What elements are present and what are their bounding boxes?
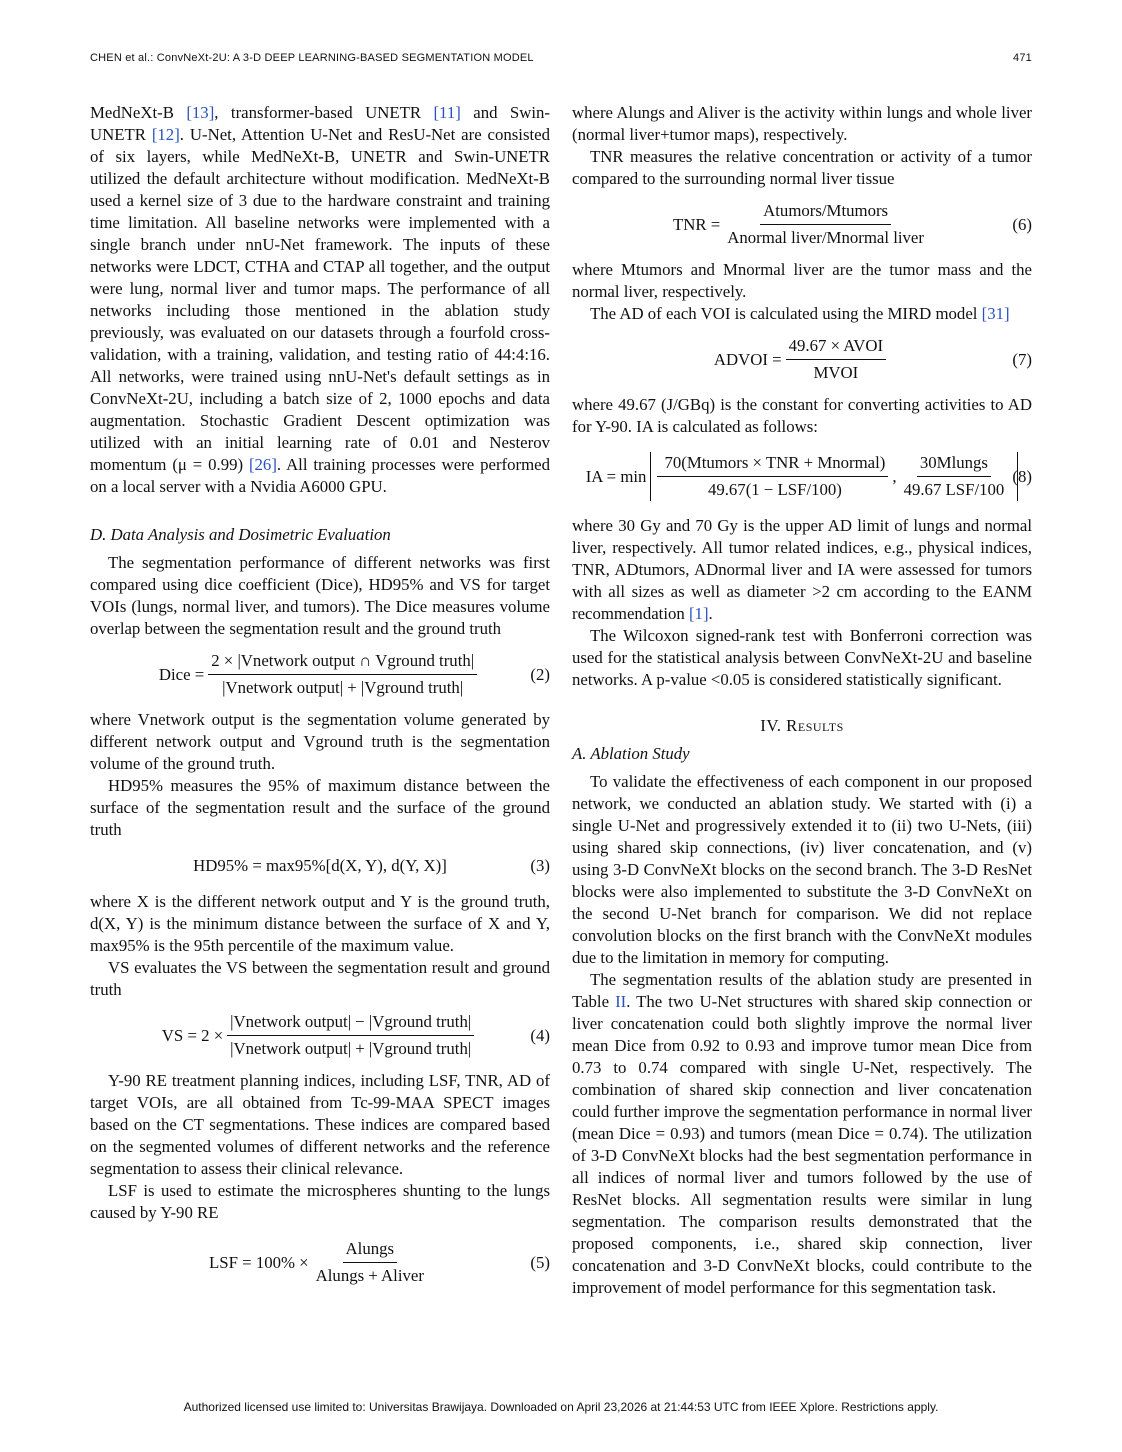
citation-1[interactable]: [1] (688, 604, 709, 623)
equation-3: HD95% = max95%[d(X, Y), d(Y, X)] (3) (193, 856, 550, 875)
equation-8: IA = min $\frac{\text{70(Mtumors × TNR + Mnormal)}}{\text{49.67(1 − LSF/100)}}$ , $\frac{\text{30Mlungs}}{\text{49.67 LSF/100}}$ (8) (585, 453, 1032, 499)
license-footer: Authorized licensed use limited to: Universitas Brawijaya. Downloaded on April 23,2026 at 21:44:53 UTC from IEEE Xplore. Restrictions apply. (183, 1400, 939, 1414)
equation-number: (4) (530, 1025, 550, 1045)
page-number: 471 (1013, 52, 1032, 64)
section-heading-d: D. Data Analysis and Dosimetric Evaluation (90, 525, 391, 544)
paragraph-hd95: HD95% measures the 95% of maximum distance between the surface of the segmentation result and the surface of the ground truth (90, 776, 550, 839)
paragraph-ablation: To validate the effectiveness of each component in our proposed network, we conducted an ablation study. We started with (i) a single U-Net and progressively extended it to (ii) two U-Nets, (iii) using shared skip connections, (iv) liver concatenation, and (v) using 3-D ConvNeXt blocks on the second branch. The 3-D ResNet blocks were also implemented to substitute the 3-D ConvNeXt on the second U-Net branch for comparison. We did not replace convolution blocks on the first branch with the ConvNeXt modules due to the limitation in memory for computing. (572, 772, 1032, 967)
equation-number: (7) (1012, 349, 1032, 369)
equation-7: ADVOI = $\frac{\text{49.67 × AVOI}}{\text{MVOI}}$ (7) (713, 336, 1032, 382)
paragraph-statistics: The Wilcoxon signed-rank test with Bonferroni correction was used for the statistical analysis between ConvNeXt-2U and baseline networks. A p-value <0.05 is considered statistically significant. (572, 626, 1032, 689)
citation-12[interactable]: [12] (151, 125, 180, 144)
equation-number: (5) (530, 1252, 550, 1272)
paragraph-ad: The AD of each VOI is calculated using the MIRD model [31] (590, 304, 1010, 323)
paragraph-baselines: MedNeXt-B [13], transformer-based UNETR [11] and Swin-UNETR [12]. U-Net, Attention U-Net and ResU-Net are consisted of six layers, while MedNeXt-B, UNETR and Swin-UNETR utilized the default architecture without modification. MedNeXt-B used a kernel size of 3 due to the hardware constraint and training time limitation. All baseline networks were implemented with a single branch under nnU-Net framework. The inputs of these networks were LDCT, CTHA and CTAP all together, and the output were lung, normal liver and tumor maps. The performance of all networks including those mentioned in the ablation study previously, was evaluated on our datasets through a fourfold cross-validation, with a training, validation, and testing ratio of 44:4:16. All networks, were trained using nnU-Net's default settings as in ConvNeXt-2U, including a batch size of 2, 1000 epochs and data augmentation. Stochastic Gradient Descent optimization was utilized with an initial learning rate of 0.01 and Nesterov momentum (μ = 0.99) [26]. All training processes were performed on a local server with a Nvidia A6000 GPU. (90, 103, 550, 496)
citation-26[interactable]: [26] (248, 455, 277, 474)
paragraph-activity-where: where Alungs and Aliver is the activity within lungs and whole liver (normal liver+tumor maps), respectively. (572, 103, 1032, 144)
equation-2: Dice = $\frac{\text{2 × |Vnetwork output ∩ Vground truth|}}{\text{|Vnetwork output| + |Vground truth|}}$ (2) (158, 651, 550, 697)
paragraph-tnr-where: where Mtumors and Mnormal liver are the tumor mass and the normal liver, respectively. (572, 260, 1032, 301)
paragraph-ia-where: where 30 Gy and 70 Gy is the upper AD limit of lungs and normal liver, respectively. All tumor related indices, e.g., physical indices, TNR, ADtumors, ADnormal liver and IA were assessed for tumors with all sizes as well as diameter >2 cm according to the EANM recommendation [1]. (572, 516, 1032, 623)
right-column (572, 102, 1032, 1299)
paragraph-tnr: TNR measures the relative concentration or activity of a tumor compared to the surrounding normal liver tissue (572, 147, 1032, 188)
paragraph-ablation-results: The segmentation results of the ablation study are presented in Table II. The two U-Net structures with shared skip connection or liver concatenation could both slightly improve the normal liver mean Dice from 0.92 to 0.93 and improve tumor mean Dice from 0.73 to 0.74 compared with single U-Net, respectively. The combination of shared skip connection and liver concatenation could further improve the segmentation performance in normal liver (mean Dice = 0.93) and tumors (mean Dice = 0.74). The utilization of 3-D ConvNeXt blocks had the best segmentation performance in all indices of normal liver and tumors followed by the use of ResNet blocks. All segmentation results were similar in lung segmentation. The comparison results demonstrated that the proposed components, i.e., shared skip connection, liver concatenation and 3-D ConvNeXt blocks, could contribute to the improvement of model performance for this segmentation task. (572, 970, 1032, 1297)
paragraph-treatment-indices: Y-90 RE treatment planning indices, including LSF, TNR, AD of target VOIs, are all obtained from Tc-99-MAA SPECT images based on the CT segmentations. These indices are compared based on the segmented volumes of different networks and the reference segmentation to assess their clinical relevance. (90, 1071, 550, 1178)
equation-5: LSF = 100% × $\frac{\text{Alungs}}{\text{Alungs + Aliver}}$ (5) (209, 1239, 550, 1285)
running-header (90, 52, 1032, 68)
citation-11[interactable]: [11] (433, 103, 461, 122)
section-heading-results: IV. Results (760, 716, 844, 735)
citation-13[interactable]: [13] (186, 103, 215, 122)
equation-number: (6) (1012, 214, 1032, 234)
citation-31[interactable]: [31] (981, 304, 1010, 323)
section-heading-ablation: A. Ablation Study (572, 744, 690, 763)
equation-number: (3) (530, 856, 550, 875)
table-ref-ii[interactable]: II (615, 992, 627, 1011)
paragraph-hd95-where: where X is the different network output and Y is the ground truth, d(X, Y) is the minimum distance between the surface of X and Y, max95% is the 95th percentile of the maximum value. (90, 892, 550, 955)
equation-6: TNR = $\frac{\text{Atumors/Mtumors}}{\text{Anormal liver/Mnormal liver}}$ (6) (673, 201, 1032, 247)
paragraph-dice-where: where Vnetwork output is the segmentation volume generated by different network output and Vground truth is the segmentation volume of the ground truth. (90, 710, 550, 773)
paragraph-ad-where: where 49.67 (J/GBq) is the constant for converting activities to AD for Y-90. IA is calculated as follows: (572, 395, 1032, 436)
equation-number: (8) (1012, 466, 1032, 486)
paragraph-vs: VS evaluates the VS between the segmentation result and ground truth (90, 958, 550, 999)
running-title: CHEN et al.: ConvNeXt-2U: A 3-D DEEP LEARNING-BASED SEGMENTATION MODEL (90, 52, 534, 64)
paragraph-lsf: LSF is used to estimate the microspheres shunting to the lungs caused by Y-90 RE (90, 1181, 550, 1222)
paragraph-dice-intro: The segmentation performance of different networks was first compared using dice coefficient (Dice), HD95% and VS for target VOIs (lungs, normal liver, and tumors). The Dice measures volume overlap between the segmentation result and the ground truth (90, 553, 550, 638)
min-bracket: $\frac{\text{70(Mtumors × TNR + Mnormal)}}{\text{49.67(1 − LSF/100)}}$ , $\frac{\text{30Mlungs}}{\text{49.67 LSF/100}}$ (650, 452, 1018, 501)
equation-number: (2) (530, 664, 550, 684)
left-column (90, 102, 550, 1297)
equation-4: VS = 2 × $\frac{\text{|Vnetwork output| − |Vground truth|}}{\text{|Vnetwork output| + |Vground truth|}}$ (4) (161, 1012, 550, 1058)
